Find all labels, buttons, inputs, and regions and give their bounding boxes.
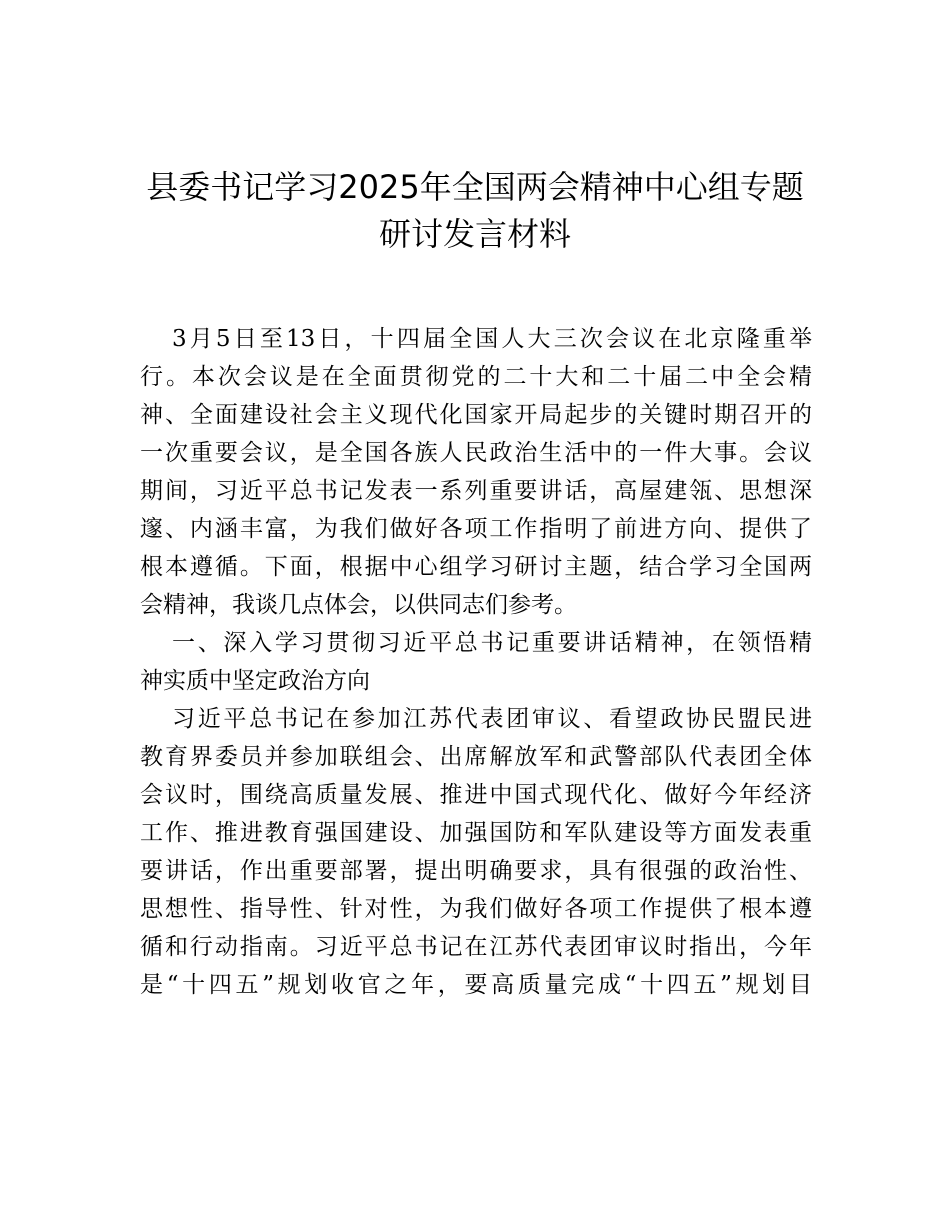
text-line: 思想性、指导性、针对性，为我们做好各项工作提供了根本遵 <box>140 896 812 922</box>
section-heading-1 <box>140 624 812 700</box>
text-line: 要讲话，作出重要部署，提出明确要求，具有很强的政治性、 <box>140 858 812 884</box>
text-line: 一次重要会议，是全国各族人民政治生活中的一件大事。会议 <box>140 440 812 466</box>
document-title-line-1: 县委书记学习2025年全国两会精神中心组专题 <box>146 168 804 206</box>
text-line: 期间，习近平总书记发表一系列重要讲话，高屋建瓴、思想深 <box>140 478 812 504</box>
text-line: 工作、推进教育强国建设、加强国防和军队建设等方面发表重 <box>140 820 812 846</box>
text-line: 教育界委员并参加联组会、出席解放军和武警部队代表团全体 <box>140 744 812 770</box>
text-line: 是“十四五”规划收官之年，要高质量完成“十四五”规划目 <box>140 972 812 998</box>
text-line: 根本遵循。下面，根据中心组学习研讨主题，结合学习全国两 <box>140 554 812 580</box>
document-title-line-2: 研讨发言材料 <box>378 215 571 253</box>
text-line: 神、全面建设社会主义现代化国家开局起步的关键时期召开的 <box>140 402 812 428</box>
text-line: 行。本次会议是在全面贯彻党的二十大和二十届二中全会精 <box>140 364 812 390</box>
paragraph-intro <box>140 320 812 624</box>
text-line: 一、深入学习贯彻习近平总书记重要讲话精神，在领悟精 <box>172 630 812 656</box>
text-line: 3月5日至13日，十四届全国人大三次会议在北京隆重举 <box>172 326 812 352</box>
text-line: 会议时，围绕高质量发展、推进中国式现代化、做好今年经济 <box>140 782 812 808</box>
document-body <box>140 320 812 1004</box>
text-line: 邃、内涵丰富，为我们做好各项工作指明了前进方向、提供了 <box>140 516 812 542</box>
text-line: 会精神，我谈几点体会，以供同志们参考。 <box>140 592 577 618</box>
text-line: 循和行动指南。习近平总书记在江苏代表团审议时指出，今年 <box>140 934 812 960</box>
text-line: 神实质中坚定政治方向 <box>140 668 370 694</box>
paragraph-section-1 <box>140 700 812 1004</box>
text-line: 习近平总书记在参加江苏代表团审议、看望政协民盟民进 <box>172 706 812 732</box>
